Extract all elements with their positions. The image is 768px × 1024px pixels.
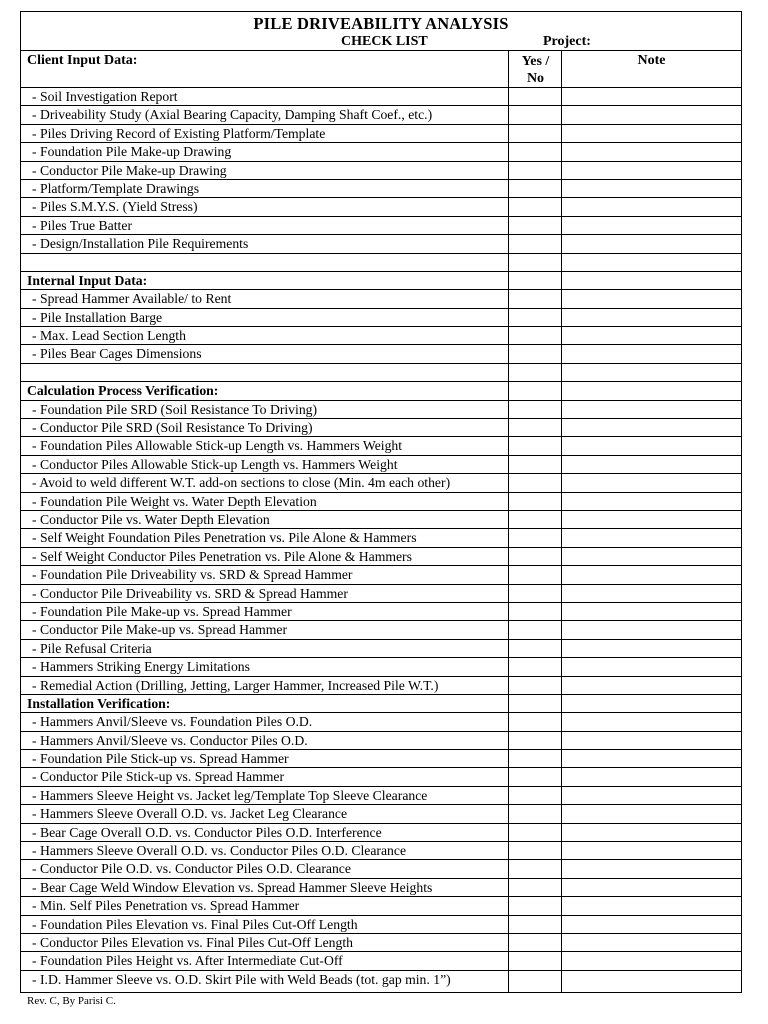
checklist-item-text: - Piles Driving Record of Existing Platform/Template [32,125,326,141]
checklist-item-row [21,732,741,750]
checklist-item-text: - Hammers Sleeve Overall O.D. vs. Jacket Leg Clearance [32,806,348,822]
checklist-item-row [21,860,741,878]
checklist-item-row [21,952,741,970]
checklist-item-row [21,677,741,695]
checklist-item-row [21,529,741,547]
checklist-item-row [21,548,741,566]
yes-no-column-header: Yes / No [521,54,550,86]
checklist-item-text: - Bear Cage Overall O.D. vs. Conductor Piles O.D. Interference [32,824,382,840]
checklist-item-text: - Conductor Pile Stick-up vs. Spread Hammer [32,769,285,785]
section-heading-text: Internal Input Data: [27,272,148,288]
checklist-item-text: - Foundation Pile Driveability vs. SRD & Spread Hammer [32,567,353,583]
checklist-item-text: - Remedial Action (Drilling, Jetting, Larger Hammer, Increased Pile W.T.) [32,677,439,693]
checklist-item-row [21,713,741,731]
checklist-item-row [21,217,741,235]
checklist-item-text: - Hammers Anvil/Sleeve vs. Conductor Piles O.D. [32,732,308,748]
checklist-item-row [21,768,741,786]
checklist-item-text: - Conductor Pile Driveability vs. SRD & Spread Hammer [32,585,348,601]
project-label: Project: [543,34,591,49]
checklist-item-row [21,180,741,198]
checklist-item-row [21,198,741,216]
checklist-item-text: - Driveability Study (Axial Bearing Capacity, Damping Shaft Coef., etc.) [32,107,433,123]
checklist-item-text: - Conductor Pile SRD (Soil Resistance To Driving) [32,420,313,436]
checklist-item-row [21,106,741,124]
client-input-header: Client Input Data: [27,53,138,68]
checklist-item-text: - Foundation Piles Allowable Stick-up Length vs. Hammers Weight [32,438,403,454]
checklist-item-row [21,290,741,308]
checklist-item-row [21,585,741,603]
checklist-item-row [21,493,741,511]
checklist-item-text: - Foundation Pile Stick-up vs. Spread Hammer [32,751,289,767]
checklist-item-text: - Soil Investigation Report [32,89,178,104]
checklist-item-row [21,640,741,658]
checklist-item-text: - Hammers Sleeve Overall O.D. vs. Conductor Piles O.D. Clearance [32,843,407,859]
checklist-item-row [21,621,741,639]
checklist-item-text: - Foundation Pile Make-up Drawing [32,144,232,160]
checklist-item-text: - Pile Refusal Criteria [32,640,152,656]
checklist-item-text: - Self Weight Foundation Piles Penetration vs. Pile Alone & Hammers [32,530,417,546]
note-column-header: Note [637,53,666,68]
checklist-item-text: - Foundation Pile Weight vs. Water Depth Elevation [32,493,317,509]
checklist-item-text: - Conductor Pile O.D. vs. Conductor Piles O.D. Clearance [32,861,351,877]
checklist-item-row [21,88,741,106]
checklist-item-text: - Max. Lead Section Length [32,328,186,344]
checklist-item-row [21,474,741,492]
checklist-item-row [21,897,741,915]
checklist-item-row [21,934,741,952]
checklist-item-text: - Foundation Pile SRD (Soil Resistance To Driving) [32,401,318,417]
section-heading-row [21,382,741,400]
checklist-item-row [21,603,741,621]
checklist-item-text: - Piles True Batter [32,217,132,233]
checklist-item-row [21,511,741,529]
checklist-item-text: - Piles S.M.Y.S. (Yield Stress) [32,199,198,215]
checklist-item-row [21,787,741,805]
checklist-table [20,11,742,993]
checklist-item-text: - Platform/Template Drawings [32,180,200,196]
checklist-item-text: - Pile Installation Barge [32,309,163,325]
checklist-item-text: - Conductor Pile Make-up Drawing [32,162,227,178]
checklist-item-row [21,327,741,345]
checklist-item-text: - Self Weight Conductor Piles Penetration vs. Pile Alone & Hammers [32,548,412,564]
blank-row [21,364,741,382]
checklist-item-row [21,162,741,180]
checklist-item-text: - Spread Hammer Available/ to Rent [32,291,232,307]
title-block [21,12,741,51]
checklist-item-row [21,456,741,474]
checklist-item-text: - Foundation Piles Height vs. After Intermediate Cut-Off [32,953,343,969]
checklist-item-row [21,143,741,161]
checklist-item-row [21,345,741,363]
checklist-item-row [21,805,741,823]
checklist-item-row [21,750,741,768]
section-heading-text: Calculation Process Verification: [27,383,219,399]
checklist-item-row [21,309,741,327]
checklist-item-row [21,842,741,860]
checklist-item-text: - Min. Self Piles Penetration vs. Spread Hammer [32,898,300,914]
checklist-item-text: - Hammers Sleeve Height vs. Jacket leg/Template Top Sleeve Clearance [32,787,428,803]
checklist-item-text: - Conductor Piles Elevation vs. Final Piles Cut-Off Length [32,934,353,950]
blank-row [21,254,741,272]
checklist-item-row [21,658,741,676]
checklist-item-text: - I.D. Hammer Sleeve vs. O.D. Skirt Pile with Weld Beads (tot. gap min. 1”) [32,971,451,987]
checklist-item-row [21,916,741,934]
document-subtitle: CHECK LIST [341,34,428,49]
section-heading-text: Installation Verification: [27,695,171,711]
checklist-rows [21,88,741,989]
checklist-item-row [21,437,741,455]
checklist-item-row [21,419,741,437]
checklist-item-row [21,879,741,897]
checklist-item-row [21,235,741,253]
checklist-item-row [21,566,741,584]
section-heading-row [21,272,741,290]
checklist-item-row [21,125,741,143]
checklist-item-text: - Foundation Piles Elevation vs. Final Piles Cut-Off Length [32,916,358,932]
checklist-item-text: - Hammers Striking Energy Limitations [32,659,250,675]
checklist-item-text: - Avoid to weld different W.T. add-on sections to close (Min. 4m each other) [32,475,451,491]
checklist-item-text: - Piles Bear Cages Dimensions [32,346,202,362]
header-row [21,51,741,88]
document-title: PILE DRIVEABILITY ANALYSIS [253,14,509,33]
checklist-item-row [21,971,741,989]
checklist-item-text: - Conductor Piles Allowable Stick-up Length vs. Hammers Weight [32,456,398,472]
checklist-item-row [21,824,741,842]
checklist-item-text: - Conductor Pile Make-up vs. Spread Hammer [32,622,288,638]
section-heading-row [21,695,741,713]
checklist-item-row [21,401,741,419]
checklist-item-text: - Foundation Pile Make-up vs. Spread Hammer [32,603,292,619]
checklist-item-text: - Design/Installation Pile Requirements [32,236,249,252]
checklist-item-text: - Bear Cage Weld Window Elevation vs. Spread Hammer Sleeve Heights [32,879,433,895]
checklist-item-text: - Hammers Anvil/Sleeve vs. Foundation Piles O.D. [32,714,313,730]
revision-footer: Rev. C, By Parisi C. [27,995,116,1007]
checklist-item-text: - Conductor Pile vs. Water Depth Elevation [32,511,270,527]
